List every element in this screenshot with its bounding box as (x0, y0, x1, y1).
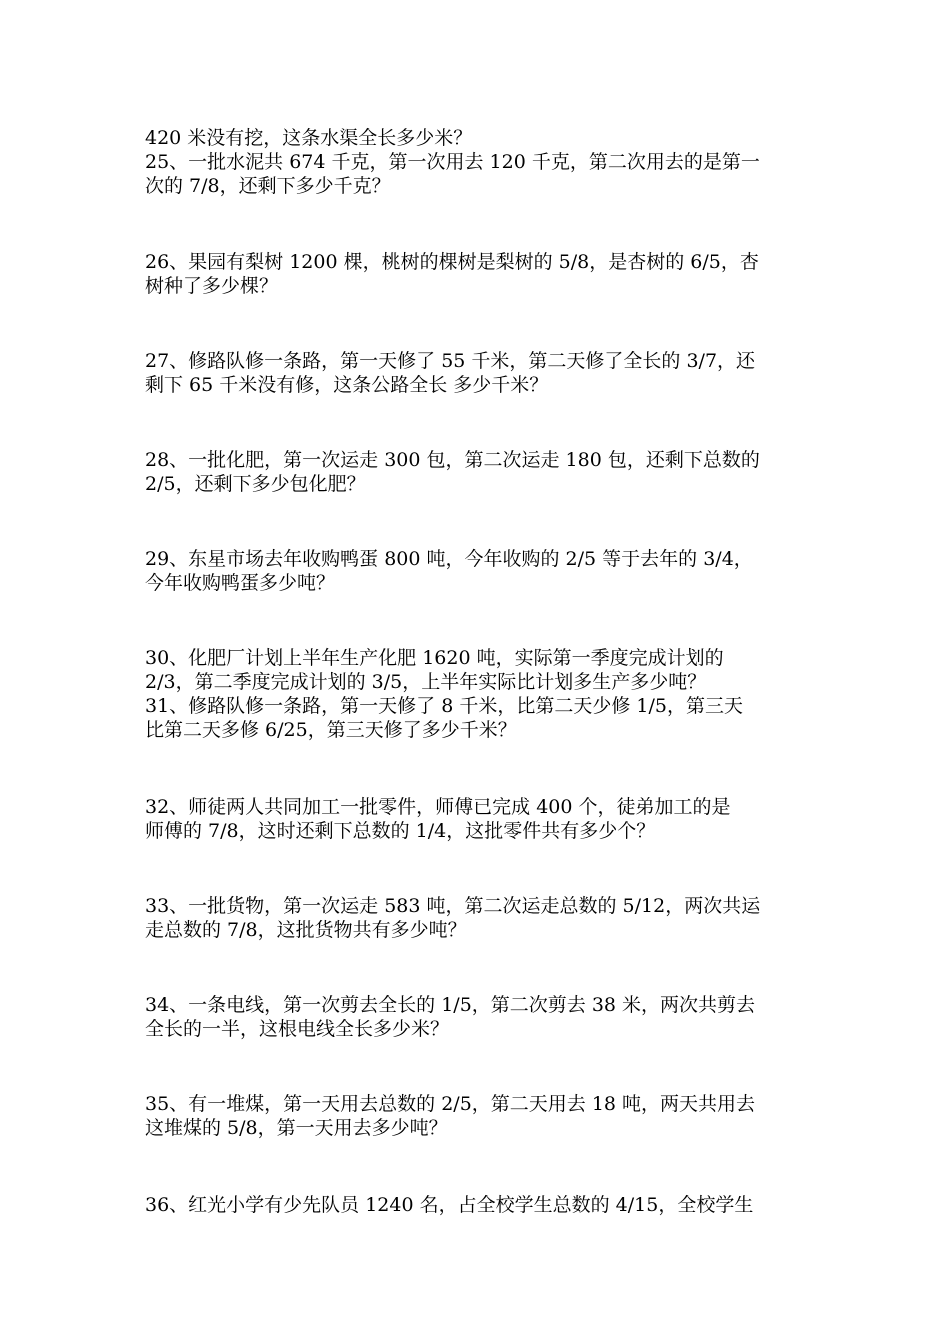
text-line: 次的 7/8，还剩下多少千克？ (145, 175, 391, 197)
text-line: 31、修路队修一条路，第一天修了 8 千米，比第二天少修 1/5，第三天 (145, 695, 743, 717)
text-line: 树种了多少棵？ (145, 275, 279, 297)
text-line: 2/5，还剩下多少包化肥？ (145, 473, 366, 495)
text-line: 走总数的 7/8，这批货物共有多少吨？ (145, 919, 467, 941)
text-line: 32、师徒两人共同加工一批零件，师傅已完成 400 个，徒弟加工的是 (145, 796, 731, 818)
text-line: 28、一批化肥，第一次运走 300 包，第二次运走 180 包，还剩下总数的 (145, 449, 760, 471)
problem-27 (145, 349, 810, 397)
text-line: 27、修路队修一条路，第一天修了 55 千米，第二天修了全长的 3/7，还 (145, 350, 756, 372)
text-line: 比第二天多修 6/25，第三天修了多少千米？ (145, 719, 517, 741)
text-line: 36、红光小学有少先队员 1240 名，占全校学生总数的 4/15，全校学生 (145, 1194, 754, 1216)
text-line: 25、一批水泥共 674 千克，第一次用去 120 千克，第二次用去的是第一 (145, 151, 760, 173)
problem-33 (145, 894, 810, 942)
text-line: 今年收购鸭蛋多少吨？ (145, 572, 336, 594)
problem-30-31 (145, 646, 810, 742)
problem-36 (145, 1193, 810, 1217)
problem-34 (145, 993, 810, 1041)
problem-26 (145, 250, 810, 298)
text-line: 33、一批货物，第一次运走 583 吨，第二次运走总数的 5/12，两次共运 (145, 895, 761, 917)
text-line: 全长的一半，这根电线全长多少米？ (145, 1018, 450, 1040)
problem-28 (145, 448, 810, 496)
problem-29 (145, 547, 810, 595)
text-line: 2/3，第二季度完成计划的 3/5，上半年实际比计划多生产多少吨？ (145, 671, 707, 693)
text-line: 35、有一堆煤，第一天用去总数的 2/5，第二天用去 18 吨，两天共用去 (145, 1093, 756, 1115)
text-line: 这堆煤的 5/8，第一天用去多少吨？ (145, 1117, 448, 1139)
text-line: 34、一条电线，第一次剪去全长的 1/5，第二次剪去 38 米，两次共剪去 (145, 994, 756, 1016)
problem-32 (145, 795, 810, 843)
text-line: 剩下 65 千米没有修，这条公路全长 多少千米？ (145, 374, 549, 396)
problem-35 (145, 1092, 810, 1140)
text-line: 26、果园有梨树 1200 棵，桃树的棵树是梨树的 5/8，是杏树的 6/5，杏 (145, 251, 759, 273)
text-block-0 (145, 126, 810, 198)
text-line: 师傅的 7/8，这时还剩下总数的 1/4，这批零件共有多少个？ (145, 820, 656, 842)
text-line: 29、东星市场去年收购鸭蛋 800 吨，今年收购的 2/5 等于去年的 3/4， (145, 548, 753, 570)
text-line: 420 米没有挖，这条水渠全长多少米？ (145, 127, 473, 149)
text-line: 30、化肥厂计划上半年生产化肥 1620 吨，实际第一季度完成计划的 (145, 647, 724, 669)
